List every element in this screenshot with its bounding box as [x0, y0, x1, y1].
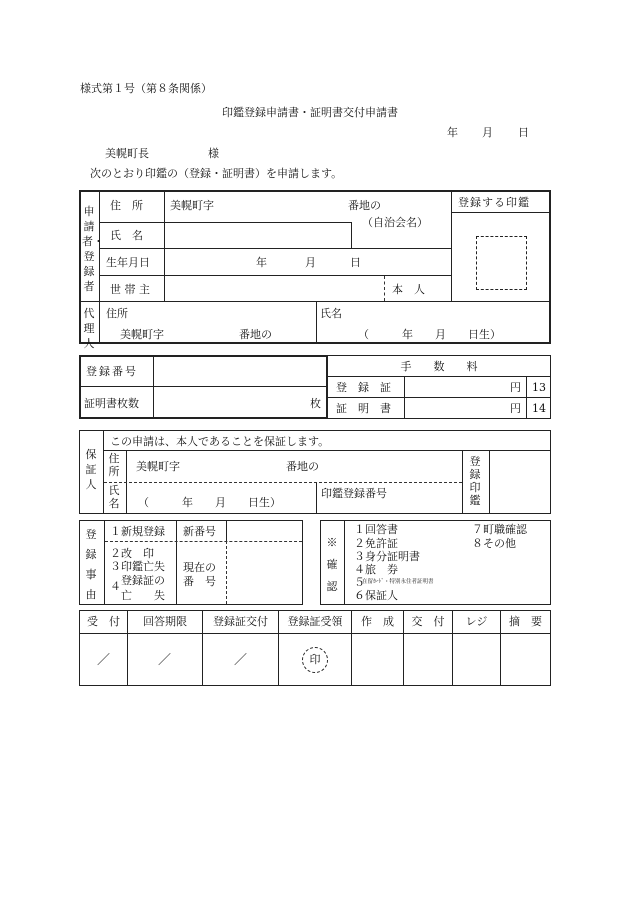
- fee-row-label: 登 録 証: [336, 381, 391, 394]
- guarantor-address-label: 住所: [108, 452, 120, 478]
- birth-day: 日: [350, 256, 361, 269]
- agent-address-label: 住所: [106, 307, 128, 320]
- current-number-line1: 現在の: [183, 561, 216, 574]
- confirmation-section-label: ※確認: [326, 536, 338, 593]
- fee-row-code: 14: [532, 402, 546, 415]
- seal-stamp-area: [476, 236, 527, 290]
- registration-number-label: 登録番号: [86, 365, 138, 378]
- householder-label: 世 帯 主: [110, 283, 150, 296]
- processing-column-header: 登録証受領: [287, 615, 343, 628]
- new-number-label: 新番号: [183, 525, 216, 538]
- reason-seal-lost: ３印鑑亡失: [110, 560, 165, 573]
- cert-count-label: 証明書枚数: [84, 397, 139, 410]
- sheet-unit: 枚: [310, 397, 321, 410]
- register-seal-label: 登録する印鑑: [458, 196, 530, 209]
- processing-column-header: レジ: [465, 615, 488, 628]
- guarantor-address-prefix: 美幌町字: [136, 460, 180, 473]
- confirm-item5-num: ５: [354, 576, 365, 589]
- seal-mark: 印: [309, 653, 321, 666]
- address-label: 住 所: [110, 199, 143, 212]
- confirm-item: ２免許証: [354, 537, 398, 550]
- confirm-item: １回答書: [354, 523, 398, 536]
- fee-row-unit: 円: [510, 402, 521, 415]
- agent-address-banchi: 番地の: [239, 328, 272, 341]
- confirm-item: ７町職確認: [472, 523, 527, 536]
- self-label: 本 人: [392, 283, 425, 296]
- date-month: 月: [482, 126, 493, 139]
- applicant-section-label: 申請者・登録者: [82, 205, 104, 293]
- birth-year: 年: [256, 256, 267, 269]
- reason-item4-num: ４: [110, 580, 121, 593]
- fee-header: 手 数 料: [400, 360, 478, 373]
- receipt-slash: ／: [97, 653, 111, 668]
- processing-column-header: 回答期限: [143, 615, 187, 628]
- current-number-line2: 番 号: [183, 575, 216, 588]
- reason-new-registration: １新規登録: [110, 525, 165, 538]
- association-name: （自治会名）: [362, 216, 428, 229]
- date-year: 年: [447, 126, 458, 139]
- processing-column-header: 作 成: [361, 615, 394, 628]
- guarantor-seal-label: 登録印鑑: [469, 455, 481, 507]
- issue-slash: ／: [234, 653, 248, 668]
- address-prefix: 美幌町字: [170, 199, 214, 212]
- guarantor-seal-number-label: 印鑑登録番号: [321, 487, 387, 500]
- fee-row-unit: 円: [510, 381, 521, 394]
- agent-birthdate: （ 年 月 日生）: [358, 328, 501, 341]
- confirm-item5-text: 在留ｶｰﾄﾞ・特別永住者証明書: [362, 579, 434, 585]
- birth-month: 月: [305, 256, 316, 269]
- reason-section-label: 登録事由: [85, 528, 97, 601]
- birthdate-label: 生年月日: [106, 256, 150, 269]
- processing-column-header: 交 付: [411, 615, 445, 628]
- fee-row-code: 13: [532, 381, 546, 394]
- address-banchi: 番地の: [348, 199, 381, 212]
- form-title: 印鑑登録申請書・証明書交付申請書: [222, 106, 398, 119]
- processing-column-header: 摘 要: [509, 615, 542, 628]
- processing-column-header: 受 付: [87, 615, 120, 628]
- guarantor-section-label: 保証人: [85, 448, 97, 491]
- confirm-item: ８その他: [472, 537, 516, 550]
- deadline-slash: ／: [158, 653, 172, 668]
- confirm-item: ６保証人: [354, 589, 398, 602]
- reason-item4-line1: 登録証の: [121, 574, 165, 587]
- honorific: 様: [208, 147, 219, 160]
- agent-name-label: 氏名: [320, 307, 342, 320]
- reason-seal-change: ２改 印: [110, 547, 154, 560]
- guarantor-name-label: 氏名: [108, 484, 120, 510]
- processing-column-header: 登録証交付: [213, 615, 268, 628]
- request-text: 次のとおり印鑑の（登録・証明書）を申請します。: [90, 167, 343, 180]
- confirm-item: ３身分証明書: [354, 550, 420, 563]
- guarantor-statement: この申請は、本人であることを保証します。: [110, 435, 330, 448]
- agent-address-prefix: 美幌町字: [120, 328, 164, 341]
- guarantor-birthdate: （ 年 月 日生）: [138, 496, 281, 509]
- confirm-item: ４旅 券: [354, 563, 398, 576]
- agent-section-label: 代理人: [83, 307, 95, 350]
- fee-row-label: 証 明 書: [336, 402, 391, 415]
- date-day: 日: [518, 126, 529, 139]
- form-number: 様式第１号（第８条関係）: [80, 82, 212, 95]
- reason-item4-line2: 亡 失: [121, 589, 165, 602]
- guarantor-address-banchi: 番地の: [286, 460, 319, 473]
- name-label: 氏 名: [110, 229, 143, 242]
- addressee: 美幌町長: [105, 147, 149, 160]
